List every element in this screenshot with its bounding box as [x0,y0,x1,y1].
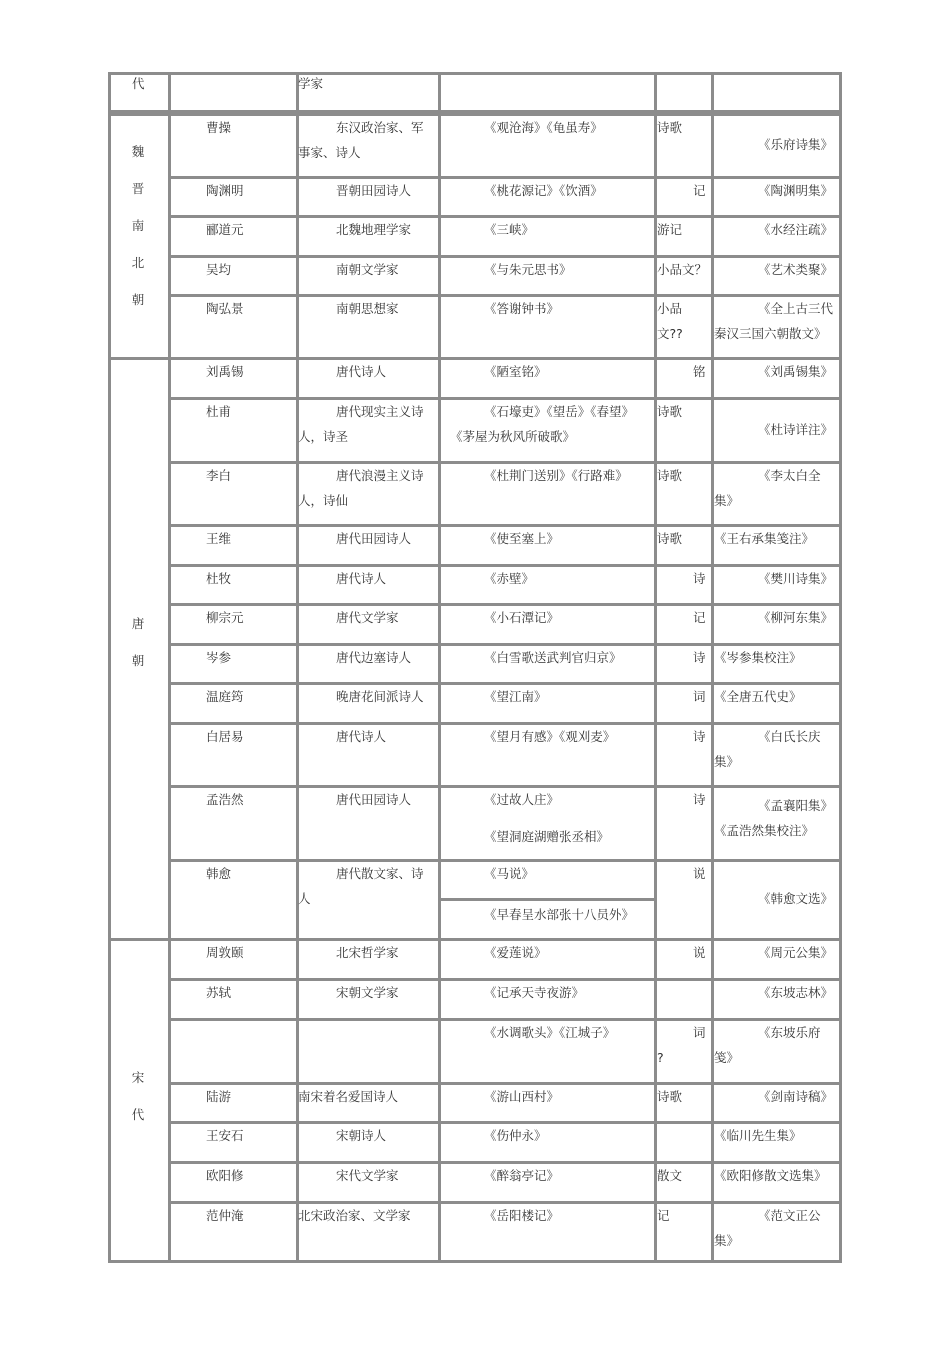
author-cell: 岑参 [206,650,232,665]
era-char: 代 [131,1107,145,1122]
collection-cell: 《东坡乐府 [758,1025,821,1040]
collection-cell: 集》 [714,754,740,769]
genre-cell: 诗歌 [657,468,683,483]
role-cell: 北魏地理学家 [336,222,412,237]
author-cell: 郦道元 [206,222,244,237]
collection-cell: 《王右承集笺注》 [714,531,815,546]
collection-cell: 《乐府诗集》 [758,137,834,152]
genre-cell: 诗 [693,792,706,807]
role-cell: 东汉政治家、军 [336,120,424,135]
works-cell: 《三峡》 [484,222,535,237]
genre-cell: 说 [693,945,706,960]
collection-cell: 《范文正公 [758,1208,821,1223]
works-cell: 《陋室铭》 [484,364,547,379]
collection-cell: 《东坡志林》 [758,985,834,1000]
role-cell: 唐代边塞诗人 [336,650,412,665]
era-char: 宋 [131,1070,145,1085]
role-cell: 唐代田园诗人 [336,792,412,807]
collection-cell: 集》 [714,1233,740,1248]
genre-cell: 散文 [657,1168,683,1183]
works-cell: 《游山西村》 [484,1089,560,1104]
works-cell: 《早春呈水部张十八员外》 [484,907,635,922]
role-cell: 人 [298,891,311,906]
genre-cell: 铭 [693,364,706,379]
author-cell: 曹操 [206,120,232,135]
collection-cell: 《水经注疏》 [758,222,834,237]
works-cell: 《茅屋为秋风所破歌》 [450,429,576,444]
role-cell: 人，诗仙 [298,493,349,508]
author-cell: 白居易 [206,729,244,744]
era-char: 朝 [131,292,145,307]
collection-cell: 笺》 [714,1050,740,1065]
works-cell: 《望江南》 [484,689,547,704]
top-era-char: 代 [132,76,145,91]
genre-cell: 记 [693,183,706,198]
author-cell: 刘禹锡 [206,364,244,379]
collection-cell: 《全上古三代 [758,301,834,316]
role-cell: 北宋政治家、文学家 [298,1208,411,1223]
collection-cell: 《白氏长庆 [758,729,821,744]
era-char: 唐 [131,616,145,631]
works-cell: 《醉翁亭记》 [484,1168,560,1183]
role-cell: 唐代田园诗人 [336,531,412,546]
era-tang [108,605,168,679]
genre-cell: 记 [693,610,706,625]
role-cell: 晚唐花间派诗人 [336,689,424,704]
genre-cell: 记 [657,1208,670,1223]
author-cell: 李白 [206,468,232,483]
collection-cell: 《全唐五代史》 [714,689,802,704]
author-cell: 欧阳修 [206,1168,244,1183]
author-cell: 王维 [206,531,232,546]
role-cell: 北宋哲学家 [336,945,399,960]
role-cell: 唐代散文家、诗 [336,866,424,881]
author-cell: 吴均 [206,262,232,277]
collection-cell: 《刘禹锡集》 [758,364,834,379]
genre-cell: 诗 [693,729,706,744]
genre-cell: 诗歌 [657,120,683,135]
role-cell: 晋朝田园诗人 [336,183,412,198]
role-cell: 唐代文学家 [336,610,399,625]
author-cell: 柳宗元 [206,610,244,625]
collection-cell: 《孟襄阳集》 [758,798,834,813]
collection-cell: 《岑参集校注》 [714,650,802,665]
role-cell: 唐代浪漫主义诗 [336,468,424,483]
author-cell: 温庭筠 [206,689,244,704]
top-role-text: 学家 [298,76,324,91]
genre-cell: 诗歌 [657,1089,683,1104]
author-cell: 陆游 [206,1089,232,1104]
collection-cell: 《柳河东集》 [758,610,834,625]
works-cell: 《伤仲永》 [484,1128,547,1143]
role-cell: 事家、诗人 [298,145,361,160]
role-cell: 南宋着名爱国诗人 [298,1089,399,1104]
collection-cell: 《艺术类聚》 [758,262,834,277]
genre-cell: 小品 [657,301,683,316]
genre-cell: ? [657,1050,664,1065]
works-cell: 《马说》 [484,866,535,881]
works-cell: 《小石潭记》 [484,610,560,625]
era-char: 南 [131,218,145,233]
author-cell: 孟浩然 [206,792,244,807]
works-cell: 《岳阳楼记》 [484,1208,560,1223]
role-cell: 宋代文学家 [336,1168,399,1183]
works-cell: 《杜荆门送别》《行路难》 [484,468,628,483]
collection-cell: 《周元公集》 [758,945,834,960]
author-cell: 苏轼 [206,985,232,1000]
works-cell: 《白雪歌送武判官归京》 [484,650,622,665]
genre-cell: 词 [693,689,706,704]
role-cell: 唐代现实主义诗 [336,404,424,419]
genre-cell: 小品文？ [657,262,708,277]
works-cell: 《赤壁》 [484,571,535,586]
author-cell: 陶渊明 [206,183,244,198]
literature-table [108,72,842,1263]
works-cell: 《过故人庄》 [484,792,560,807]
role-cell: 人，诗圣 [298,429,349,444]
genre-cell: 诗歌 [657,531,683,546]
genre-cell: 诗 [693,571,706,586]
genre-cell: 诗 [693,650,706,665]
genre-cell: 诗歌 [657,404,683,419]
collection-cell: 《临川先生集》 [714,1128,802,1143]
works-cell: 《记承天寺夜游》 [484,985,585,1000]
genre-cell: 游记 [657,222,683,237]
author-cell: 王安石 [206,1128,244,1143]
genre-cell: 说 [693,866,706,881]
role-cell: 宋朝文学家 [336,985,399,1000]
era-char: 朝 [131,653,145,668]
collection-cell: 集》 [714,493,740,508]
collection-cell: 《孟浩然集校注》 [714,823,815,838]
works-cell: 《答谢钟书》 [484,301,560,316]
collection-cell: 《剑南诗稿》 [758,1089,834,1104]
author-cell: 杜甫 [206,404,232,419]
era-char: 晋 [131,181,145,196]
works-cell: 《水调歌头》《江城子》 [484,1025,616,1040]
collection-cell: 《樊川诗集》 [758,571,834,586]
role-cell: 唐代诗人 [336,571,387,586]
works-cell: 《望洞庭湖赠张丞相》 [484,829,610,844]
works-cell: 《与朱元思书》 [484,262,572,277]
author-cell: 杜牧 [206,571,232,586]
role-cell: 唐代诗人 [336,364,387,379]
era-char: 魏 [131,144,145,159]
collection-cell: 《韩愈文选》 [758,891,834,906]
works-cell: 《石壕吏》《望岳》《春望》 [484,404,635,419]
works-cell: 《使至塞上》 [484,531,560,546]
author-cell: 陶弘景 [206,301,244,316]
role-cell: 宋朝诗人 [336,1128,387,1143]
author-cell: 范仲淹 [206,1208,244,1223]
era-wei-jin [108,133,168,318]
works-cell: 《爱莲说》 [484,945,547,960]
genre-cell: 文?? [657,326,683,341]
works-cell: 《望月有感》《观刈麦》 [484,729,616,744]
works-cell: 《桃花源记》《饮酒》 [484,183,603,198]
era-char: 北 [131,255,145,270]
collection-cell: 《欧阳修散文选集》 [714,1168,827,1183]
role-cell: 唐代诗人 [336,729,387,744]
collection-cell: 秦汉三国六朝散文》 [714,326,827,341]
genre-cell: 词 [693,1025,706,1040]
collection-cell: 《陶渊明集》 [758,183,834,198]
era-song [108,1059,168,1133]
role-cell: 南朝文学家 [336,262,399,277]
author-cell: 韩愈 [206,866,232,881]
works-cell: 《观沧海》《龟虽寿》 [484,120,603,135]
author-cell: 周敦颐 [206,945,244,960]
collection-cell: 《李太白全 [758,468,821,483]
collection-cell: 《杜诗详注》 [758,422,834,437]
role-cell: 南朝思想家 [336,301,399,316]
